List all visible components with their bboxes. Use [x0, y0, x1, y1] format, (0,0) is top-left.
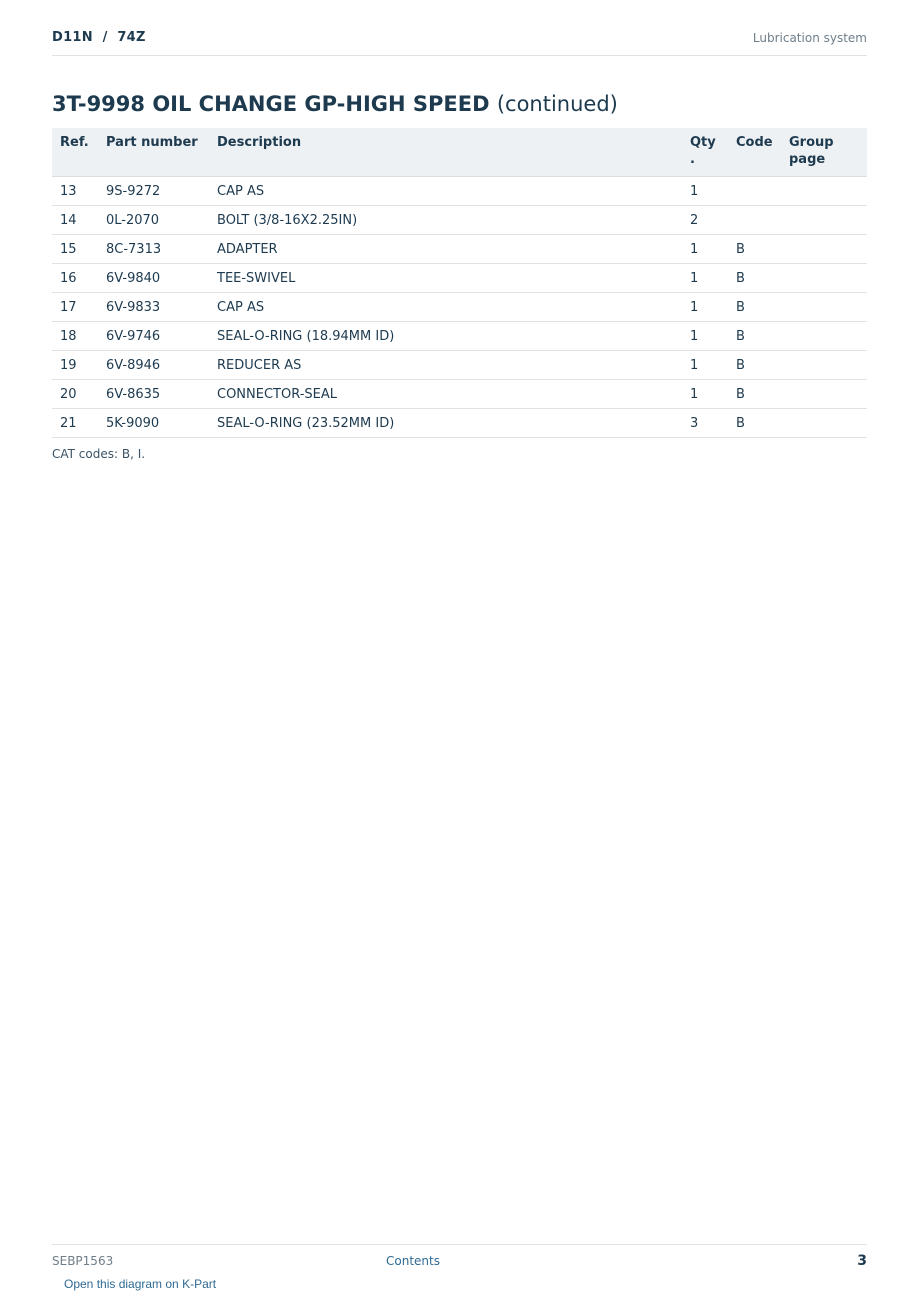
- cell-group-page: [781, 177, 867, 206]
- cell-ref: 21: [52, 409, 98, 438]
- cell-qty: 1: [682, 380, 728, 409]
- table-row: [52, 264, 867, 293]
- parts-table: [52, 128, 867, 438]
- col-ref: Ref.: [52, 128, 98, 177]
- cell-code: B: [728, 351, 781, 380]
- cell-code: [728, 206, 781, 235]
- cell-group-page: [781, 380, 867, 409]
- cell-part-number: 6V-9833: [98, 293, 209, 322]
- cell-code: B: [728, 322, 781, 351]
- cell-ref: 19: [52, 351, 98, 380]
- cell-ref: 20: [52, 380, 98, 409]
- table-row: [52, 322, 867, 351]
- cell-qty: 1: [682, 235, 728, 264]
- page-number: 3: [857, 1253, 867, 1269]
- title-suffix: (continued): [496, 92, 618, 116]
- cell-description: CAP AS: [209, 293, 682, 322]
- cell-group-page: [781, 293, 867, 322]
- cell-part-number: 6V-9840: [98, 264, 209, 293]
- cell-ref: 15: [52, 235, 98, 264]
- document-number: SEBP1563: [52, 1254, 114, 1268]
- cell-part-number: 5K-9090: [98, 409, 209, 438]
- cell-ref: 18: [52, 322, 98, 351]
- table-row: [52, 235, 867, 264]
- cell-group-page: [781, 235, 867, 264]
- table-row: [52, 409, 867, 438]
- cell-code: B: [728, 380, 781, 409]
- cell-part-number: 0L-2070: [98, 206, 209, 235]
- col-group-page: Group page: [781, 128, 867, 177]
- cell-code: B: [728, 409, 781, 438]
- table-row: [52, 351, 867, 380]
- col-code: Code: [728, 128, 781, 177]
- cell-group-page: [781, 264, 867, 293]
- cell-group-page: [781, 351, 867, 380]
- cell-part-number: 6V-8635: [98, 380, 209, 409]
- model-label: D11N / 74Z: [52, 30, 146, 45]
- cell-group-page: [781, 206, 867, 235]
- cell-description: CAP AS: [209, 177, 682, 206]
- cell-code: B: [728, 264, 781, 293]
- table-row: [52, 293, 867, 322]
- page-header: [52, 28, 867, 56]
- cell-description: TEE-SWIVEL: [209, 264, 682, 293]
- cell-qty: 3: [682, 409, 728, 438]
- cell-ref: 16: [52, 264, 98, 293]
- cell-description: REDUCER AS: [209, 351, 682, 380]
- page-title: [52, 89, 618, 119]
- col-qty: Qty .: [682, 128, 728, 177]
- contents-link[interactable]: Contents: [386, 1254, 440, 1268]
- page-footer: [52, 1244, 867, 1301]
- cell-description: BOLT (3/8-16X2.25IN): [209, 206, 682, 235]
- cell-qty: 2: [682, 206, 728, 235]
- kpart-link[interactable]: Open this diagram on K-Part: [64, 1277, 217, 1291]
- cell-part-number: 6V-9746: [98, 322, 209, 351]
- cell-description: SEAL-O-RING (18.94MM ID): [209, 322, 682, 351]
- cell-part-number: 9S-9272: [98, 177, 209, 206]
- cell-qty: 1: [682, 322, 728, 351]
- table-row: [52, 206, 867, 235]
- cell-qty: 1: [682, 264, 728, 293]
- cell-description: ADAPTER: [209, 235, 682, 264]
- cell-ref: 17: [52, 293, 98, 322]
- cell-ref: 14: [52, 206, 98, 235]
- parts-table-header: [52, 128, 867, 177]
- col-part-number: Part number: [98, 128, 209, 177]
- table-row: [52, 177, 867, 206]
- cell-code: [728, 177, 781, 206]
- table-row: [52, 380, 867, 409]
- cell-description: CONNECTOR-SEAL: [209, 380, 682, 409]
- cell-part-number: 6V-8946: [98, 351, 209, 380]
- cell-part-number: 8C-7313: [98, 235, 209, 264]
- cell-description: SEAL-O-RING (23.52MM ID): [209, 409, 682, 438]
- title-main: 3T-9998 OIL CHANGE GP-HIGH SPEED: [52, 92, 490, 116]
- parts-table-body: [52, 177, 867, 438]
- header-row: [52, 128, 867, 177]
- cell-qty: 1: [682, 293, 728, 322]
- col-description: Description: [209, 128, 682, 177]
- cell-group-page: [781, 322, 867, 351]
- cell-qty: 1: [682, 177, 728, 206]
- cell-group-page: [781, 409, 867, 438]
- cell-ref: 13: [52, 177, 98, 206]
- cat-codes-note: CAT codes: B, I.: [52, 447, 146, 461]
- section-label: Lubrication system: [752, 31, 867, 45]
- cell-qty: 1: [682, 351, 728, 380]
- cell-code: B: [728, 235, 781, 264]
- cell-code: B: [728, 293, 781, 322]
